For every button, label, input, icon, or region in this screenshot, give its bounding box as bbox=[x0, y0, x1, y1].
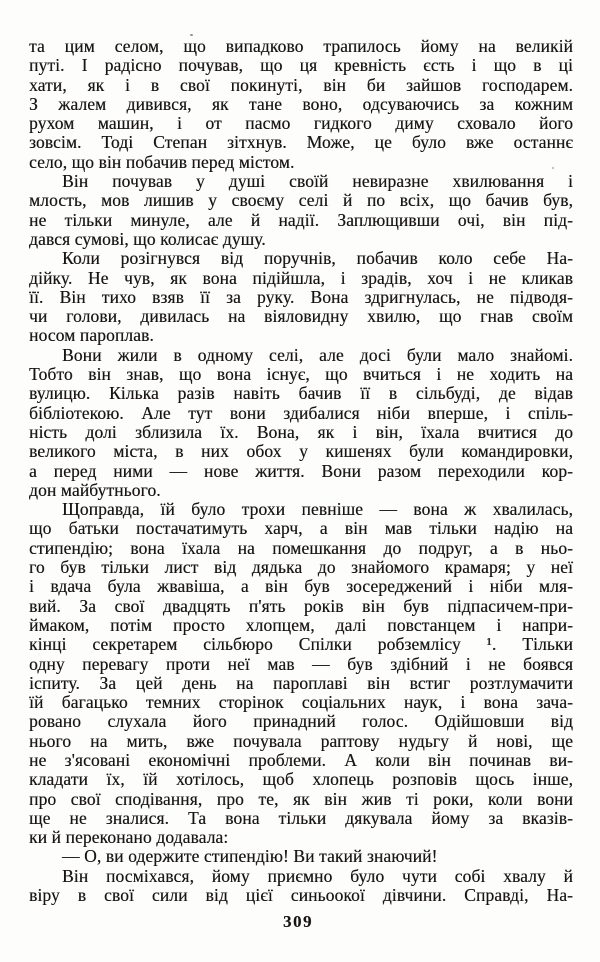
text-line: нього на мить, вже почувала раптову нудьгу й нові, ще bbox=[29, 730, 573, 751]
text-line: кінці секретарем сільбюро Спілки робземлісу ¹. Тільки bbox=[29, 634, 573, 655]
paragraph bbox=[29, 867, 573, 906]
paragraph bbox=[29, 37, 573, 172]
text-line: ще не зналися. Та вона тільки дякувала йому за вказів- bbox=[29, 807, 573, 828]
text-line: ровано слухала його принадний голос. Одійшовши від bbox=[29, 711, 573, 732]
text-line: що батьки постачатимуть харч, а він мав тільки надію на bbox=[29, 518, 573, 539]
text-line: великого міста, в них обох у кишенях були командировки, bbox=[29, 441, 573, 462]
text-line: а перед ними — нове життя. Вони разом переходили кор- bbox=[29, 460, 573, 481]
paragraph bbox=[29, 847, 573, 866]
text-line: ймаком, потім просто хлопцем, далі повстанцем і напри- bbox=[29, 614, 573, 635]
page-number: 309 bbox=[283, 912, 313, 931]
text-line: чи голови, дивилась на віяловидну хвилю, що гнав своїм bbox=[29, 306, 573, 327]
text-line: кладати їх, їй хотілось, щоб хлопець розповів щось інше, bbox=[29, 769, 573, 790]
text-line: путі. І радісно почував, що ця кревність єсть і що в ці bbox=[29, 55, 573, 76]
paragraph bbox=[29, 249, 573, 345]
paragraph bbox=[29, 500, 573, 847]
text-line: віру в свої сили від цієї синьоокої дівчини. Справді, На- bbox=[29, 885, 573, 906]
text-line: не тільки минуле, але й надії. Заплющивши очі, він під- bbox=[29, 209, 573, 230]
text-line: вулицю. Кілька разів навіть бачив її в сільбуді, де відав bbox=[29, 383, 573, 404]
scan-speck bbox=[552, 167, 554, 169]
text-line: вий. За свої двадцять п'ять років він був підпасичем-при- bbox=[29, 595, 573, 616]
text-line: го був тільки лист від дядька до знайомого крамаря; у неї bbox=[29, 557, 573, 578]
text-line: іспиту. За цей день на пароплаві він встиг розтлумачити bbox=[29, 672, 573, 693]
scan-speck bbox=[190, 34, 193, 36]
text-line: З жалем дивився, як тане воно, одсуваючись за кожним bbox=[29, 93, 573, 114]
text-line: зовсім. Тоді Степан зітхнув. Може, це було вже останнє bbox=[29, 132, 573, 153]
text-line: носом пароплав. bbox=[29, 325, 154, 346]
text-line: її. Він тихо взяв її за руку. Вона здригнулась, не підводя- bbox=[29, 286, 573, 307]
scan-speck bbox=[558, 305, 560, 307]
text-column bbox=[29, 37, 573, 905]
text-line: Він посміхався, йому приємно було чути собі хвалу й bbox=[62, 865, 573, 886]
text-line: ність долі зблизила їх. Вона, як і він, їхала вчитися до bbox=[29, 421, 573, 442]
text-line: Тобто він знав, що вона існує, що вчиться і не ходить на bbox=[29, 364, 573, 385]
text-line: про свої сподівання, про те, як він жив ті роки, коли вони bbox=[29, 788, 573, 809]
text-line: та цим селом, що випадково трапилось йому на великій bbox=[29, 36, 573, 56]
text-line: їй багацько темних сторінок соціальних наук, і вона зача- bbox=[29, 692, 573, 713]
text-line: село, що він побачив перед містом. bbox=[29, 151, 295, 172]
text-line: бібліотекою. Але тут вони здибалися ніби вперше, і спіль- bbox=[29, 402, 573, 423]
text-line: хати, як і в свої покинуті, він би зайшов господарем. bbox=[29, 74, 573, 95]
text-line: Вони жили в одному селі, але досі були мало знайомі. bbox=[62, 344, 573, 365]
text-line: дався сумові, що колисає душу. bbox=[29, 228, 266, 249]
text-line: ки й переконано додавала: bbox=[29, 827, 229, 848]
text-line: не з'ясовані економічні проблеми. А коли він починав ви- bbox=[29, 749, 573, 770]
text-line: рухом машин, і от пасмо гидкого диму сховало його bbox=[29, 113, 573, 134]
text-line: одну перевагу проти неї мав — був здібний і не боявся bbox=[29, 653, 573, 674]
text-line: і вдача була жвавіша, а він був зосереджений і ніби мля- bbox=[29, 576, 573, 597]
paragraph bbox=[29, 346, 573, 500]
text-line: дон майбутнього. bbox=[29, 479, 161, 500]
text-line: Він почував у душі своїй невиразне хвилювання і bbox=[62, 171, 573, 192]
text-line: дійку. Не чув, як вона підійшла, і зрадів, хоч і не кликав bbox=[29, 267, 573, 288]
paragraph bbox=[29, 172, 573, 249]
text-line: Щоправда, їй було трохи певніше — вона ж хвалилась, bbox=[62, 499, 573, 520]
text-line: млость, мов лишив у своєму селі й по всіх, що бачив був, bbox=[29, 190, 573, 211]
text-line: — О, ви одержите стипендію! Ви такий знаючий! bbox=[62, 846, 438, 867]
text-line: стипендію; вона їхала на помешкання до подруг, а в ньо- bbox=[29, 537, 573, 558]
text-line: Коли розігнувся від поручнів, побачив коло себе На- bbox=[62, 248, 573, 269]
scan-speck bbox=[500, 584, 502, 587]
